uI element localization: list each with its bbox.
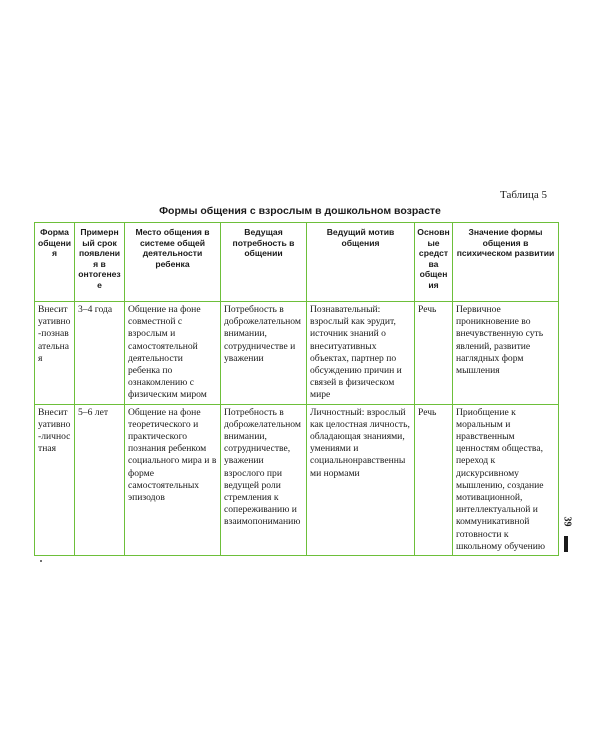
cell-place: Общение на фоне совместной с взрослым и самостоятельной деятельности ребенка по ознакомлению с физическим миром (125, 302, 221, 405)
header-means: Основные средства общения (415, 223, 453, 302)
page-number-bar (564, 536, 568, 552)
print-speck (40, 560, 42, 562)
communication-forms-table (34, 222, 559, 556)
table-header-row (35, 223, 559, 302)
cell-meaning: Приобщение к моральным и нравственным ценностям общества, переход к дискурсивному мышлению, создание мотивационной, интеллектуальной и коммуникативной готовности к школьному обучению (453, 404, 559, 555)
table-number-label: Таблица 5 (500, 189, 548, 201)
cell-motive: Познавательный: взрослый как эрудит, источник знаний о внеситуативных объектах, партнер по обсуждению причин и связей в физическом мире (307, 302, 415, 405)
cell-meaning: Первичное проникновение во внечувственную суть явлений, развитие наглядных форм мышления (453, 302, 559, 405)
cell-need: Потребность в доброжелательном внимании, сотрудничестве и уважении (221, 302, 307, 405)
page-number: 39 (561, 516, 573, 527)
table-title: Формы общения с взрослым в дошкольном возрасте (159, 205, 441, 217)
header-period: Примерный срок появления в онтогенезе (75, 223, 125, 302)
table-row (35, 404, 559, 555)
header-form: Форма общения (35, 223, 75, 302)
table-row (35, 302, 559, 405)
header-motive: Ведущий мотив общения (307, 223, 415, 302)
cell-period: 5–6 лет (75, 404, 125, 555)
cell-means: Речь (415, 302, 453, 405)
header-place: Место общения в системе общей деятельности ребенка (125, 223, 221, 302)
cell-place: Общение на фоне теоретического и практического познания ребенком социального мира и в форме самостоятельных эпизодов (125, 404, 221, 555)
page-number-marker (561, 512, 575, 552)
cell-motive: Личностный: взрослый как целостная личность, обладающая знаниями, умениями и социальнонравственными нормами (307, 404, 415, 555)
cell-period: 3–4 года (75, 302, 125, 405)
header-need: Ведущая потребность в общении (221, 223, 307, 302)
cell-form: Внеситуативно-личностная (35, 404, 75, 555)
cell-need: Потребность в доброжелательном внимании, сотрудничестве, уважении взрослого при ведущей роли стремления к сопереживанию и взаимопониманию (221, 404, 307, 555)
cell-form: Внеситуативно-познавательная (35, 302, 75, 405)
header-meaning: Значение формы общения в психическом развитии (453, 223, 559, 302)
cell-means: Речь (415, 404, 453, 555)
